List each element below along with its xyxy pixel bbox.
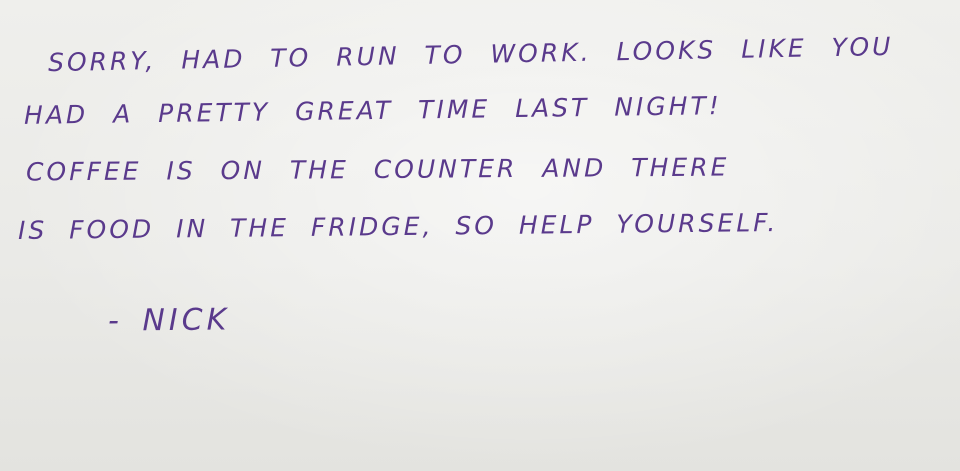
note-signature: - NICK (107, 302, 231, 339)
note-line-1: SORRY, HAD TO RUN TO WORK. LOOKS LIKE YOU (47, 31, 894, 78)
note-line-4: IS FOOD IN THE FRIDGE, SO HELP YOURSELF. (17, 208, 779, 245)
note-line-3: COFFEE IS ON THE COUNTER AND THERE (25, 152, 730, 187)
note-line-2: HAD A PRETTY GREAT TIME LAST NIGHT! (23, 91, 722, 130)
